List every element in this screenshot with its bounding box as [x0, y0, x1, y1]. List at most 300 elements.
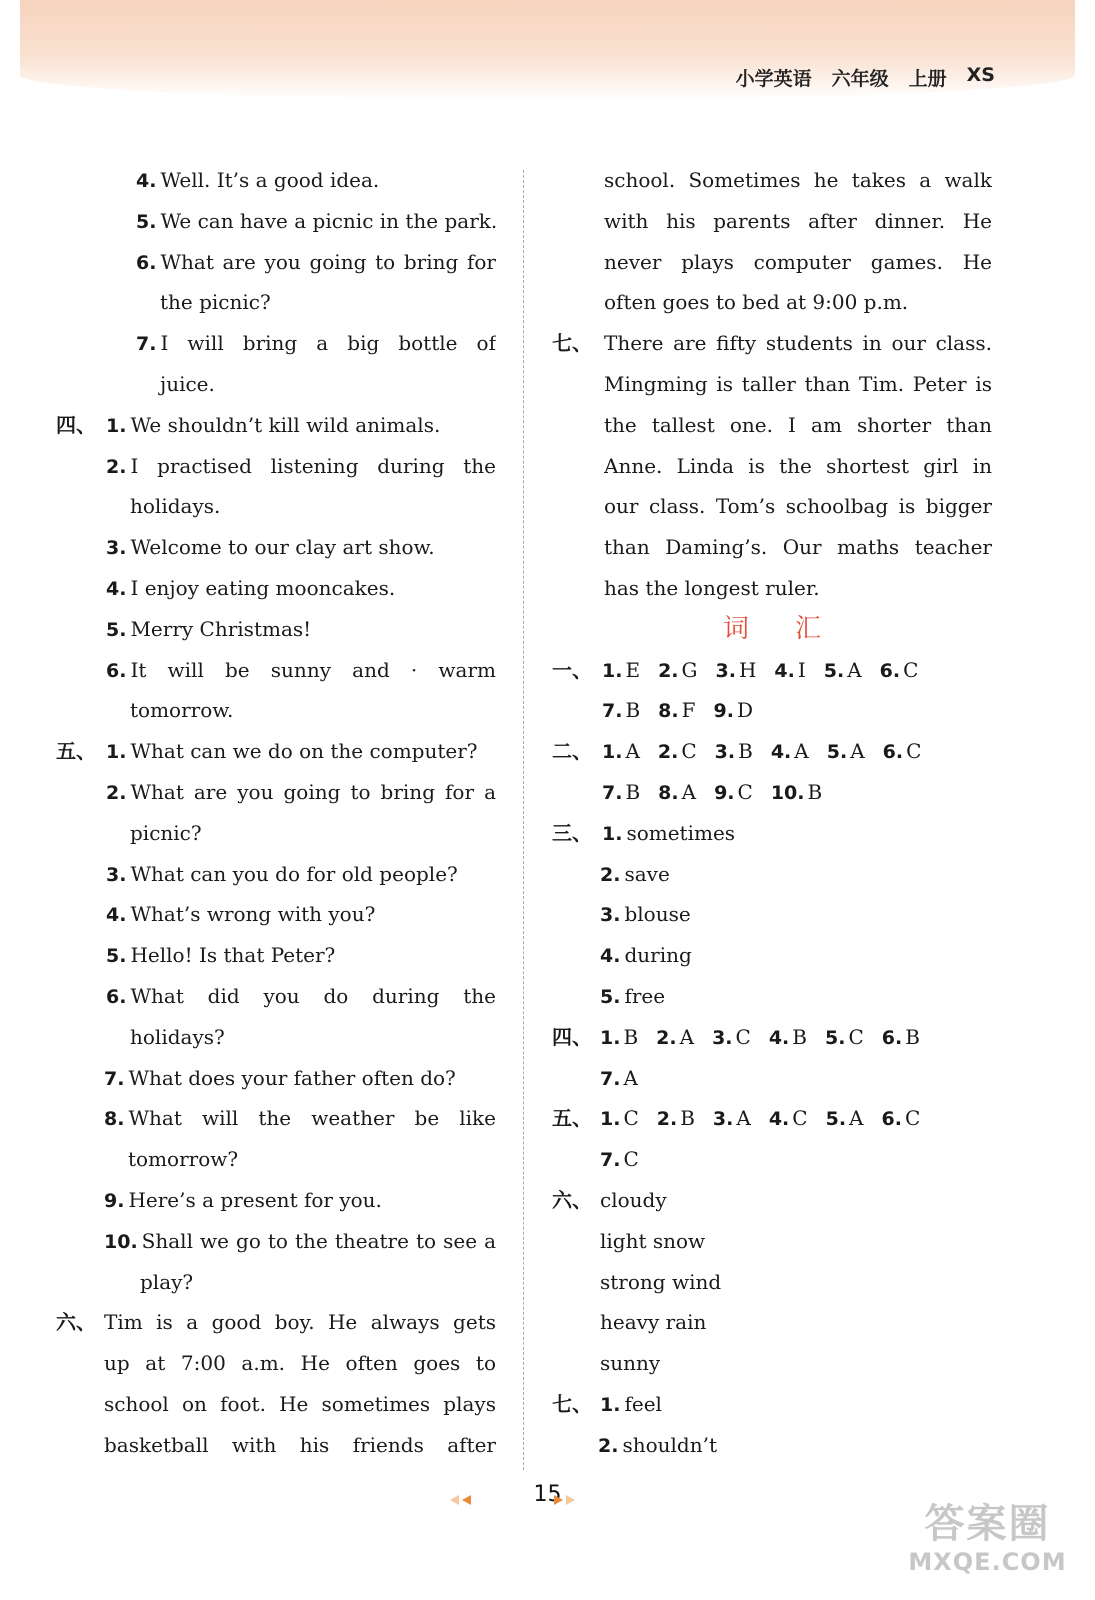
text-line [56, 405, 496, 446]
text-line [56, 731, 496, 772]
answer-item [882, 1017, 920, 1059]
answer-letter: C [623, 1106, 639, 1131]
text-line [56, 609, 496, 650]
item-text: our class. Tom’s schoolbag is bigger [604, 494, 992, 519]
line-text [136, 201, 497, 243]
answer-number: 3. [712, 1026, 733, 1049]
text-line [56, 1098, 496, 1139]
answer-letter: C [681, 739, 697, 764]
line-text [106, 446, 496, 487]
item-text: feel [624, 1391, 662, 1416]
line-text [602, 731, 939, 773]
item-text: sunny [600, 1351, 661, 1376]
section-marker: 六、 [552, 1187, 592, 1212]
column-divider [523, 170, 524, 1470]
answer-item [880, 650, 919, 692]
answer-item [602, 690, 640, 732]
item-number: 6. [106, 985, 127, 1008]
answer-number: 1. [600, 1108, 621, 1131]
watermark-cn: 答案圈 [924, 1501, 1051, 1547]
item-number: 3. [600, 904, 621, 927]
watermark-en: MXQE.COM [908, 1548, 1067, 1576]
line-text [600, 1098, 938, 1140]
answer-letter: H [738, 657, 757, 682]
answer-item [771, 772, 822, 814]
text-line [552, 323, 992, 364]
line-text [136, 323, 496, 364]
answer-number: 3. [715, 659, 736, 682]
line-text [104, 1343, 496, 1384]
answer-letter: B [623, 1024, 639, 1049]
line-text [106, 568, 395, 610]
answer-item [771, 731, 809, 773]
item-text: during [624, 943, 692, 968]
page-number: 15 [533, 1482, 562, 1507]
line-text [600, 854, 670, 896]
answer-number: 1. [602, 741, 623, 764]
text-line [552, 486, 992, 527]
answer-item [658, 772, 696, 814]
text-line [552, 1425, 992, 1466]
answer-letter: B [625, 698, 641, 723]
item-text: has the longest ruler. [604, 575, 820, 600]
item-text: It will be sunny and · warm [130, 657, 496, 682]
answer-number: 1. [600, 1026, 621, 1049]
text-line [552, 1098, 992, 1139]
text-line [552, 935, 992, 976]
answer-number: 4. [770, 741, 792, 764]
answer-letter: C [623, 1147, 639, 1172]
answer-item [769, 1098, 808, 1140]
section-marker: 六、 [56, 1310, 96, 1335]
item-text: What can you do for old people? [130, 861, 458, 886]
answer-number: 8. [658, 700, 679, 723]
answer-item [883, 731, 922, 773]
line-text [602, 650, 936, 692]
answer-number: 7. [602, 700, 623, 723]
item-text: I will bring a big bottle of [160, 331, 496, 356]
line-text [106, 650, 496, 691]
answer-item [827, 731, 865, 773]
answer-letter: B [807, 779, 823, 804]
text-line [552, 854, 992, 895]
text-line [56, 1180, 496, 1221]
item-text: Well. It’s a good idea. [160, 168, 380, 192]
watermark-logo [900, 1500, 1075, 1590]
text-line [552, 1384, 992, 1425]
item-text: What will the weather be like [128, 1106, 496, 1131]
answer-number: 9. [713, 700, 734, 723]
line-text [604, 282, 908, 323]
item-text: holidays? [130, 1024, 225, 1049]
text-line [56, 976, 496, 1017]
answer-item [712, 1017, 751, 1059]
text-line [552, 1221, 992, 1262]
line-text [106, 405, 440, 447]
item-text: picnic? [130, 820, 202, 845]
text-line [56, 854, 496, 895]
item-text: the tallest one. I am shorter than [604, 412, 992, 437]
text-line [552, 731, 992, 772]
item-text: school. Sometimes he takes a walk [604, 168, 992, 192]
answer-letter: A [681, 779, 697, 804]
answer-item [769, 1017, 807, 1059]
answer-letter: I [797, 657, 806, 682]
answer-number: 6. [881, 1108, 902, 1131]
answer-letter: A [847, 657, 862, 682]
text-line [56, 282, 496, 323]
answer-letter: A [850, 739, 865, 764]
passage-block [552, 160, 992, 609]
item-text: often goes to bed at 9:00 p.m. [604, 290, 909, 315]
answer-item [600, 1017, 638, 1059]
line-text [598, 1425, 717, 1467]
text-line [56, 201, 496, 242]
item-text: What did you do during the [130, 983, 496, 1008]
line-text [600, 935, 692, 977]
answer-letter: A [623, 1065, 638, 1090]
text-line [56, 894, 496, 935]
text-line [552, 160, 992, 201]
answer-letter: D [736, 698, 753, 723]
item-number: 2. [106, 781, 127, 804]
item-text: Tim is a good boy. He always gets [104, 1310, 496, 1335]
answer-number: 7. [600, 1067, 621, 1090]
answer-number: 3. [714, 741, 736, 764]
line-text [602, 690, 771, 732]
item-text: We shouldn’t kill wild animals. [130, 412, 441, 437]
answer-number: 3. [712, 1108, 734, 1131]
text-line [56, 364, 496, 405]
answer-letter: E [625, 657, 641, 682]
answer-number: 1. [602, 659, 623, 682]
text-line [552, 242, 992, 283]
item-text: Welcome to our clay art show. [130, 535, 435, 560]
item-text: play? [140, 1269, 194, 1294]
line-text [130, 690, 233, 731]
answer-letter: B [738, 739, 753, 764]
answer-item [656, 1017, 694, 1059]
item-number: 5. [106, 618, 127, 641]
item-text: Here’s a present for you. [128, 1187, 382, 1212]
item-text: sometimes [626, 820, 736, 845]
line-text [604, 160, 992, 201]
answer-letter: B [625, 779, 641, 804]
text-line [56, 1343, 496, 1384]
answer-number: 9. [714, 781, 735, 804]
section-marker: 四、 [552, 1024, 592, 1049]
line-text [600, 1302, 706, 1343]
text-line [56, 1384, 496, 1425]
item-text: What does your father often do? [128, 1065, 456, 1090]
answer-item [716, 650, 757, 692]
item-number: 7. [136, 333, 157, 356]
line-text [600, 1262, 721, 1303]
answer-letter: A [736, 1106, 751, 1131]
left-column [56, 160, 496, 1466]
answer-number: 6. [879, 659, 901, 682]
answer-number: 2. [657, 741, 679, 764]
item-text: with his parents after dinner. He [604, 208, 992, 233]
answer-item [774, 650, 805, 692]
item-number: 6. [136, 251, 157, 274]
item-text: blouse [624, 902, 691, 927]
answer-letter: A [794, 739, 809, 764]
answer-item [602, 772, 640, 814]
line-text [602, 772, 840, 814]
text-line [56, 1425, 496, 1466]
text-line [552, 1180, 992, 1221]
text-line [56, 935, 496, 976]
line-text [160, 282, 271, 323]
text-line [552, 650, 992, 691]
answer-number: 7. [600, 1149, 621, 1172]
answer-number: 4. [774, 659, 795, 682]
line-text [106, 935, 335, 977]
item-text: than Daming’s. Our maths teacher [604, 535, 992, 560]
answer-item [600, 1098, 639, 1140]
subject-label: 小学英语 [735, 68, 812, 90]
item-text: We can have a picnic in the park. [160, 208, 498, 233]
text-line [552, 1058, 992, 1099]
text-line [56, 1058, 496, 1099]
right-column [552, 160, 992, 1466]
item-number: 5. [600, 985, 621, 1008]
text-line [552, 1343, 992, 1384]
item-text: juice. [160, 371, 215, 396]
section-marker: 七、 [552, 1391, 592, 1416]
line-text [106, 772, 496, 813]
item-text: What are you going to bring for a [130, 779, 496, 804]
item-number: 4. [106, 577, 127, 600]
answer-letter: A [849, 1106, 864, 1131]
text-line [552, 772, 992, 813]
answer-item [824, 650, 862, 692]
text-line [56, 323, 496, 364]
item-number: 6. [106, 659, 127, 682]
answer-number: 5. [824, 1026, 846, 1049]
answer-item [600, 1058, 638, 1100]
answer-number: 4. [768, 1026, 790, 1049]
item-number: 5. [106, 945, 127, 968]
text-line [56, 1139, 496, 1180]
volume-label: 上册 [908, 68, 947, 90]
section-marker: 二、 [552, 739, 592, 764]
vocab-block [552, 650, 992, 1466]
line-text [604, 486, 992, 527]
answer-item [826, 1098, 864, 1140]
item-text: strong wind [600, 1269, 722, 1294]
item-number: 7. [104, 1067, 125, 1090]
section-marker: 四、 [56, 412, 96, 437]
item-text: school on foot. He sometimes plays [104, 1391, 496, 1416]
item-text: tomorrow? [128, 1147, 239, 1172]
item-text: I enjoy eating mooncakes. [130, 575, 396, 600]
text-line [56, 690, 496, 731]
answer-letter: C [737, 779, 753, 804]
answer-letter: A [625, 739, 640, 764]
item-text: What can we do on the computer? [130, 739, 478, 764]
item-text: What’s wrong with you? [130, 902, 376, 927]
answer-item [714, 690, 754, 732]
item-text: never plays computer games. He [604, 249, 992, 274]
line-text [136, 160, 379, 202]
text-line [56, 160, 496, 201]
answer-item [658, 690, 695, 732]
line-text [600, 1139, 657, 1181]
text-line [56, 486, 496, 527]
item-text: heavy rain [600, 1310, 707, 1335]
answer-number: 5. [823, 659, 845, 682]
line-text [604, 201, 992, 242]
line-text [604, 242, 992, 283]
line-text [602, 813, 735, 855]
text-line [56, 446, 496, 487]
line-text [600, 1180, 667, 1221]
text-line [56, 527, 496, 568]
line-text [130, 486, 220, 527]
line-text [106, 894, 375, 936]
vocab-heading: 词汇 [722, 613, 867, 644]
item-number: 3. [106, 863, 127, 886]
line-text [106, 854, 458, 896]
item-text: What are you going to bring for [160, 249, 496, 274]
item-number: 10. [104, 1230, 138, 1253]
text-line [56, 1221, 496, 1262]
answer-item [602, 650, 640, 692]
line-text [104, 1221, 496, 1262]
answer-number: 6. [882, 741, 904, 764]
text-line [552, 405, 992, 446]
item-text: Hello! Is that Peter? [130, 943, 336, 968]
item-number: 1. [602, 822, 623, 845]
text-line [552, 364, 992, 405]
line-text [600, 1058, 656, 1100]
text-line [552, 1139, 992, 1180]
line-text [160, 364, 215, 405]
text-line [552, 568, 992, 609]
line-text [604, 405, 992, 446]
line-text [106, 527, 435, 569]
item-text: Shall we go to the theatre to see a [141, 1228, 496, 1253]
answer-letter: C [792, 1106, 808, 1131]
text-line [552, 446, 992, 487]
line-text [106, 976, 496, 1017]
answer-item [658, 731, 697, 773]
section-marker: 三、 [552, 820, 592, 845]
line-text [604, 568, 820, 609]
line-text [600, 1221, 705, 1262]
item-text: tomorrow. [130, 698, 234, 723]
text-line [552, 894, 992, 935]
text-line [56, 772, 496, 813]
line-text [104, 1384, 496, 1425]
text-line [552, 1017, 992, 1058]
answer-number: 6. [881, 1026, 903, 1049]
answer-number: 2. [658, 659, 679, 682]
answer-number: 2. [656, 1108, 678, 1131]
answer-item [657, 1098, 695, 1140]
item-number: 5. [136, 210, 157, 233]
text-line [552, 527, 992, 568]
answer-item [715, 731, 753, 773]
line-text [136, 242, 496, 283]
item-number: 4. [136, 170, 157, 192]
edition-label: XS [966, 64, 995, 86]
answer-item [825, 1017, 864, 1059]
item-text: Anne. Linda is the shortest girl in [604, 453, 992, 478]
text-line [552, 1262, 992, 1303]
answer-letter: B [905, 1024, 920, 1049]
line-text [128, 1139, 238, 1180]
answer-number: 2. [656, 1026, 677, 1049]
answer-item [714, 772, 753, 814]
answer-item [882, 1098, 921, 1140]
answer-letter: C [906, 739, 922, 764]
line-text [600, 1343, 660, 1384]
text-line [552, 1302, 992, 1343]
book-title [736, 64, 995, 91]
answer-number: 10. [770, 781, 805, 804]
answer-item [713, 1098, 751, 1140]
item-number: 8. [104, 1108, 125, 1131]
section-marker: 五、 [552, 1106, 592, 1131]
text-line [552, 690, 992, 731]
item-number: 9. [104, 1189, 125, 1212]
item-text: light snow [600, 1228, 706, 1253]
line-text [130, 813, 202, 854]
item-number: 1. [106, 741, 127, 764]
answer-letter: C [904, 1106, 921, 1131]
line-text [106, 609, 311, 651]
line-text [104, 1058, 456, 1100]
item-text: up at 7:00 a.m. He often goes to [104, 1351, 496, 1376]
answer-item [602, 731, 640, 773]
text-line [56, 1262, 496, 1303]
item-number: 4. [106, 904, 127, 927]
item-text: shouldn’t [622, 1432, 717, 1457]
answer-number: 7. [602, 781, 623, 804]
text-line [552, 813, 992, 854]
item-text: There are fifty students in our class. [604, 331, 992, 356]
item-text: basketball with his friends after [104, 1432, 496, 1457]
answer-letter: F [681, 698, 696, 723]
line-text [104, 1180, 382, 1222]
line-text [140, 1262, 193, 1303]
item-number: 2. [600, 863, 621, 886]
text-line [56, 650, 496, 691]
answer-number: 8. [658, 781, 679, 804]
text-line [56, 242, 496, 283]
answer-letter: C [848, 1024, 864, 1049]
text-line [552, 282, 992, 323]
answer-number: 4. [768, 1108, 790, 1131]
answer-letter: B [680, 1106, 695, 1131]
item-text: save [624, 861, 670, 886]
answer-item [658, 650, 697, 692]
item-text: the picnic? [160, 290, 271, 315]
text-line [56, 1302, 496, 1343]
item-text: holidays. [130, 494, 221, 519]
line-text [604, 446, 992, 487]
text-line [552, 201, 992, 242]
line-text [600, 1384, 662, 1426]
line-text [130, 1017, 225, 1058]
item-number: 4. [600, 945, 621, 968]
answer-letter: C [735, 1024, 751, 1049]
item-text: I practised listening during the [130, 453, 496, 478]
section-marker: 一、 [552, 657, 592, 682]
